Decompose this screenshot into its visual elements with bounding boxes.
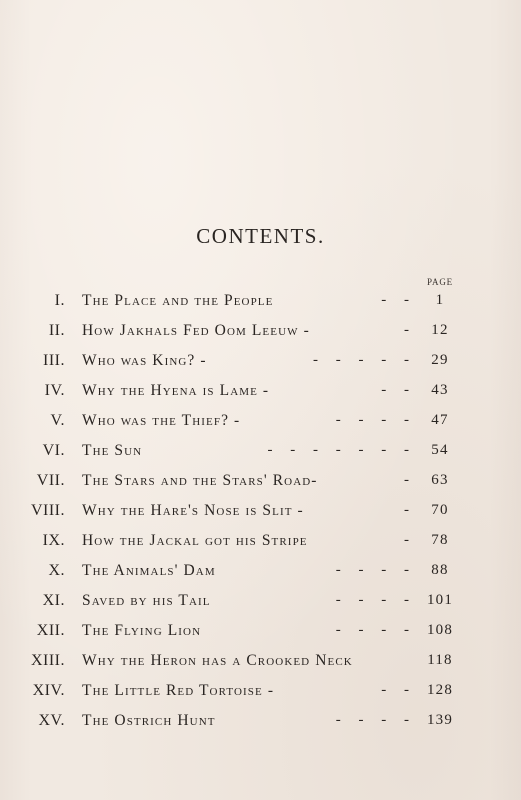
chapter-numeral: XV.: [38, 712, 65, 729]
chapter-numeral: XI.: [42, 592, 65, 609]
contents-entry: [0, 590, 521, 620]
dot-leader: - - - -: [335, 412, 409, 428]
page-column-label: PAGE: [427, 277, 453, 287]
dot-leader: - - - -: [335, 622, 409, 638]
contents-entry: [0, 560, 521, 590]
contents-entry: [0, 290, 521, 320]
chapter-numeral: VIII.: [30, 502, 65, 519]
contents-entry: [0, 320, 521, 350]
dot-leader: - -: [381, 292, 409, 308]
page-number: 1: [435, 292, 445, 308]
dot-leader: - -: [381, 382, 409, 398]
page-number: 128: [426, 682, 454, 698]
contents-heading: CONTENTS.: [196, 224, 325, 248]
chapter-numeral: II.: [48, 322, 65, 339]
page-number: 101: [426, 592, 454, 608]
dot-leader: -: [404, 322, 409, 338]
page-number: 139: [426, 712, 454, 728]
chapter-numeral: V.: [50, 412, 65, 429]
chapter-title: Why the Hare's Nose is Slit -: [82, 502, 304, 519]
contents-entry: [0, 470, 521, 500]
chapter-numeral: VII.: [36, 472, 65, 489]
contents-entry: [0, 710, 521, 740]
page-number: 12: [431, 322, 449, 338]
dot-leader: -: [404, 502, 409, 518]
page-number: 29: [431, 352, 449, 368]
chapter-title: Saved by his Tail: [82, 592, 211, 609]
contents-entry: [0, 440, 521, 470]
chapter-numeral: I.: [54, 292, 65, 309]
chapter-title: The Flying Lion: [82, 622, 202, 639]
dot-leader: - - - -: [335, 562, 409, 578]
contents-entry: [0, 410, 521, 440]
contents-entry: [0, 500, 521, 530]
chapter-title: The Animals' Dam: [82, 562, 216, 579]
page-number: 88: [431, 562, 449, 578]
contents-entry: [0, 650, 521, 680]
page-number: 70: [431, 502, 449, 518]
contents-list: [0, 290, 521, 740]
chapter-title: The Little Red Tortoise -: [82, 682, 275, 699]
chapter-title: The Sun: [82, 442, 143, 459]
chapter-title: Why the Heron has a Crooked Neck: [82, 652, 353, 669]
chapter-title: The Stars and the Stars' Road-: [82, 472, 318, 489]
chapter-numeral: VI.: [42, 442, 65, 459]
page-number: 47: [431, 412, 449, 428]
contents-entry: [0, 350, 521, 380]
chapter-title: Who was King? -: [82, 352, 207, 369]
chapter-title: How the Jackal got his Stripe: [82, 532, 308, 549]
chapter-numeral: XIV.: [32, 682, 65, 699]
chapter-title: Who was the Thief? -: [82, 412, 241, 429]
chapter-numeral: XII.: [36, 622, 65, 639]
dot-leader: -: [404, 472, 409, 488]
page-number: 54: [431, 442, 449, 458]
dot-leader: -: [404, 532, 409, 548]
page-number: 78: [431, 532, 449, 548]
chapter-numeral: XIII.: [30, 652, 65, 669]
chapter-title: How Jakhals Fed Oom Leeuw -: [82, 322, 310, 339]
page-number: 108: [426, 622, 454, 638]
page-number: 63: [431, 472, 449, 488]
dot-leader: - - - - - - -: [267, 442, 409, 458]
chapter-numeral: III.: [43, 352, 65, 369]
chapter-numeral: IX.: [42, 532, 65, 549]
contents-entry: [0, 530, 521, 560]
chapter-numeral: X.: [48, 562, 65, 579]
dot-leader: - -: [381, 682, 409, 698]
contents-entry: [0, 620, 521, 650]
dot-leader: - - - - -: [313, 352, 409, 368]
dot-leader: - - - -: [335, 712, 409, 728]
page-number: 43: [431, 382, 449, 398]
dot-leader: - - - -: [335, 592, 409, 608]
chapter-title: Why the Hyena is Lame -: [82, 382, 270, 399]
chapter-title: The Ostrich Hunt: [82, 712, 216, 729]
chapter-title: The Place and the People: [82, 292, 274, 309]
page-number: 118: [427, 652, 453, 668]
chapter-numeral: IV.: [44, 382, 65, 399]
contents-entry: [0, 380, 521, 410]
contents-entry: [0, 680, 521, 710]
